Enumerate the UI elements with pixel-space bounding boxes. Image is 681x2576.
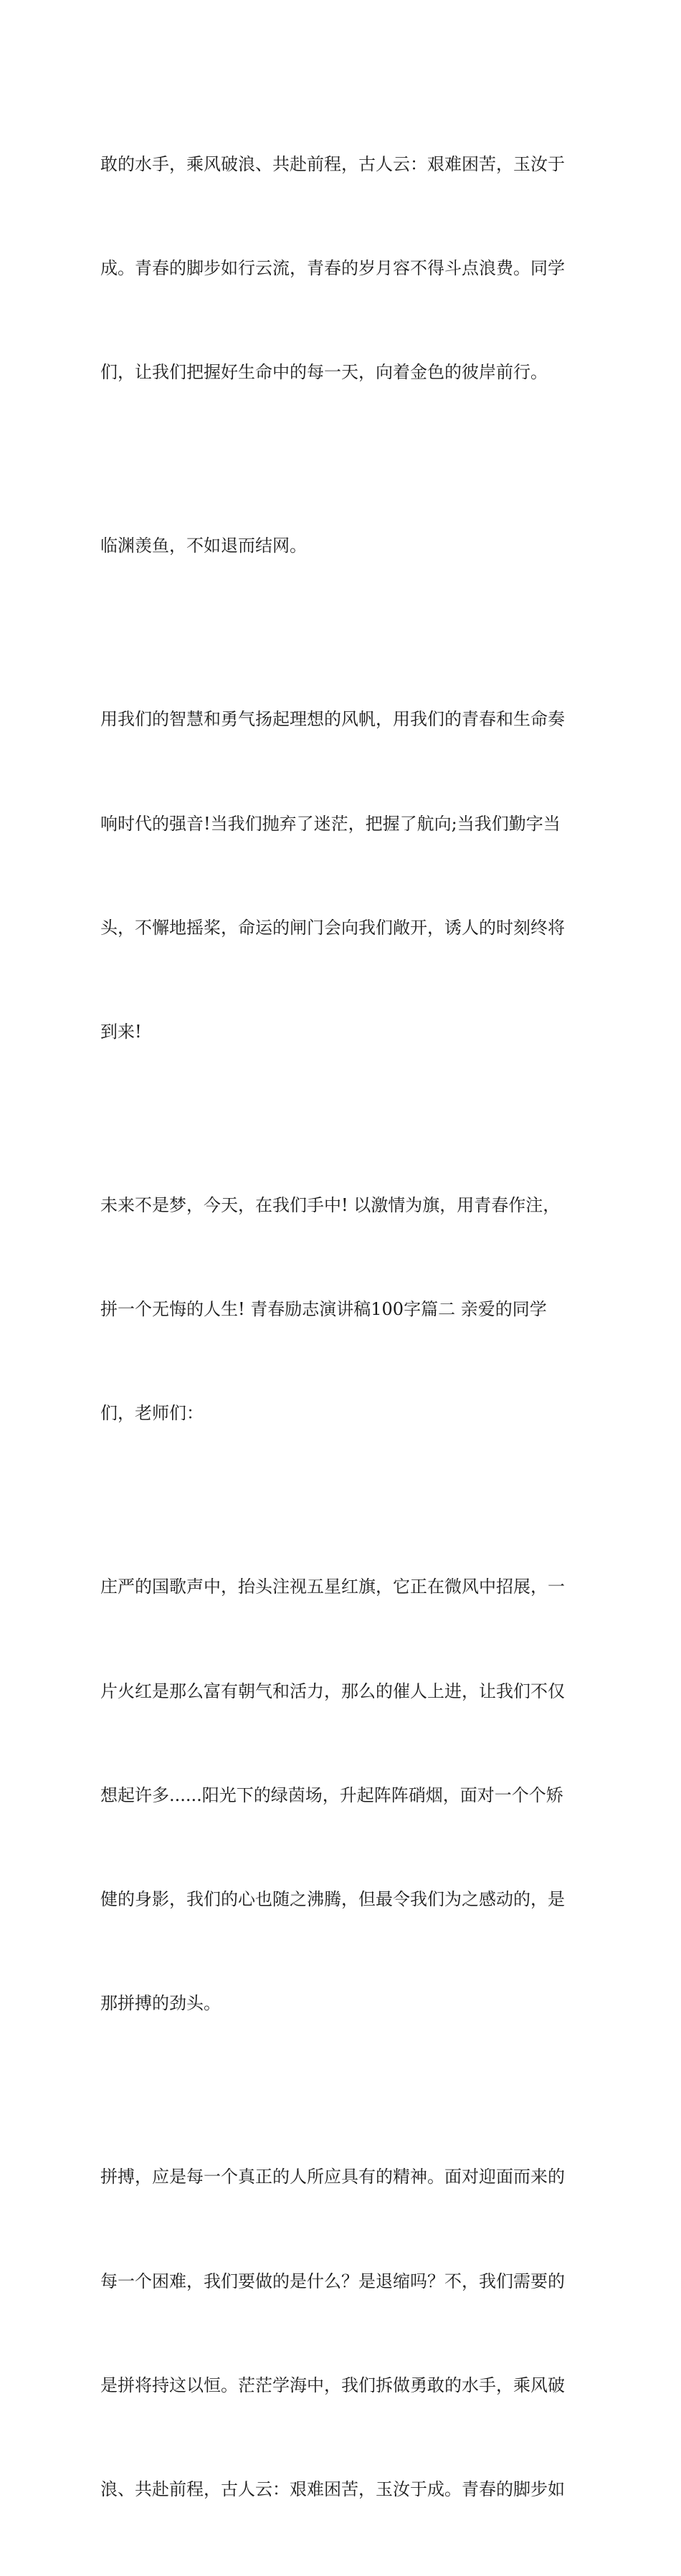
text-line: 拼一个无悔的人生! 青春励志演讲稿100字篇二 亲爱的同学 bbox=[100, 1299, 547, 1320]
text-line: 头，不懈地摇桨，命运的闸门会向我们敞开，诱人的时刻终将 bbox=[100, 917, 565, 938]
document-body bbox=[100, 77, 588, 2576]
paragraph-3 bbox=[100, 633, 588, 1119]
text-line: 每一个困难，我们要做的是什么？是退缩吗？不，我们需要的 bbox=[100, 2271, 565, 2291]
text-line: 们，老师们： bbox=[100, 1403, 204, 1424]
text-line: 未来不是梦，今天，在我们手中! 以激情为旗，用青春作注， bbox=[100, 1195, 561, 1215]
text-line: 用我们的智慧和勇气扬起理想的风帆，用我们的青春和生命奏 bbox=[100, 709, 565, 730]
text-line: 是拼将持这以恒。茫茫学海中，我们拆做勇敢的水手，乘风破 bbox=[100, 2375, 565, 2395]
paragraph-4 bbox=[100, 1118, 588, 1500]
text-line: 到来! bbox=[100, 1021, 142, 1042]
text-line: 响时代的强音!当我们抛弃了迷茫，把握了航向;当我们勤字当 bbox=[100, 813, 561, 834]
text-line: 片火红是那么富有朝气和活力，那么的催人上进，让我们不仅 bbox=[100, 1681, 565, 1701]
text-line: 们，让我们把握好生命中的每一天，向着金色的彼岸前行。 bbox=[100, 362, 548, 383]
paragraph-6 bbox=[100, 2091, 588, 2576]
paragraph-5 bbox=[100, 1501, 588, 2091]
text-line: 浪、共赴前程，古人云：艰难困苦，玉汝于成。青春的脚步如 bbox=[100, 2479, 565, 2500]
text-line: 健的身影，我们的心也随之沸腾，但最令我们为之感动的，是 bbox=[100, 1889, 565, 1910]
text-line: 想起许多......阳光下的绿茵场，升起阵阵硝烟，面对一个个矫 bbox=[100, 1784, 563, 1805]
text-line: 成。青春的脚步如行云流，青春的岁月容不得斗点浪费。同学 bbox=[100, 258, 565, 279]
text-line: 那拼搏的劲头。 bbox=[100, 1993, 221, 2014]
paragraph-1 bbox=[100, 77, 588, 459]
text-line: 敢的水手，乘风破浪、共赴前程，古人云：艰难困苦，玉汝于 bbox=[100, 153, 565, 174]
paragraph-2 bbox=[100, 459, 588, 632]
text-line: 临渊羡鱼，不如退而结网。 bbox=[100, 536, 307, 556]
text-line: 庄严的国歌声中，抬头注视五星红旗，它正在微风中招展，一 bbox=[100, 1577, 565, 1597]
text-line: 拼搏，应是每一个真正的人所应具有的精神。面对迎面而来的 bbox=[100, 2167, 565, 2187]
